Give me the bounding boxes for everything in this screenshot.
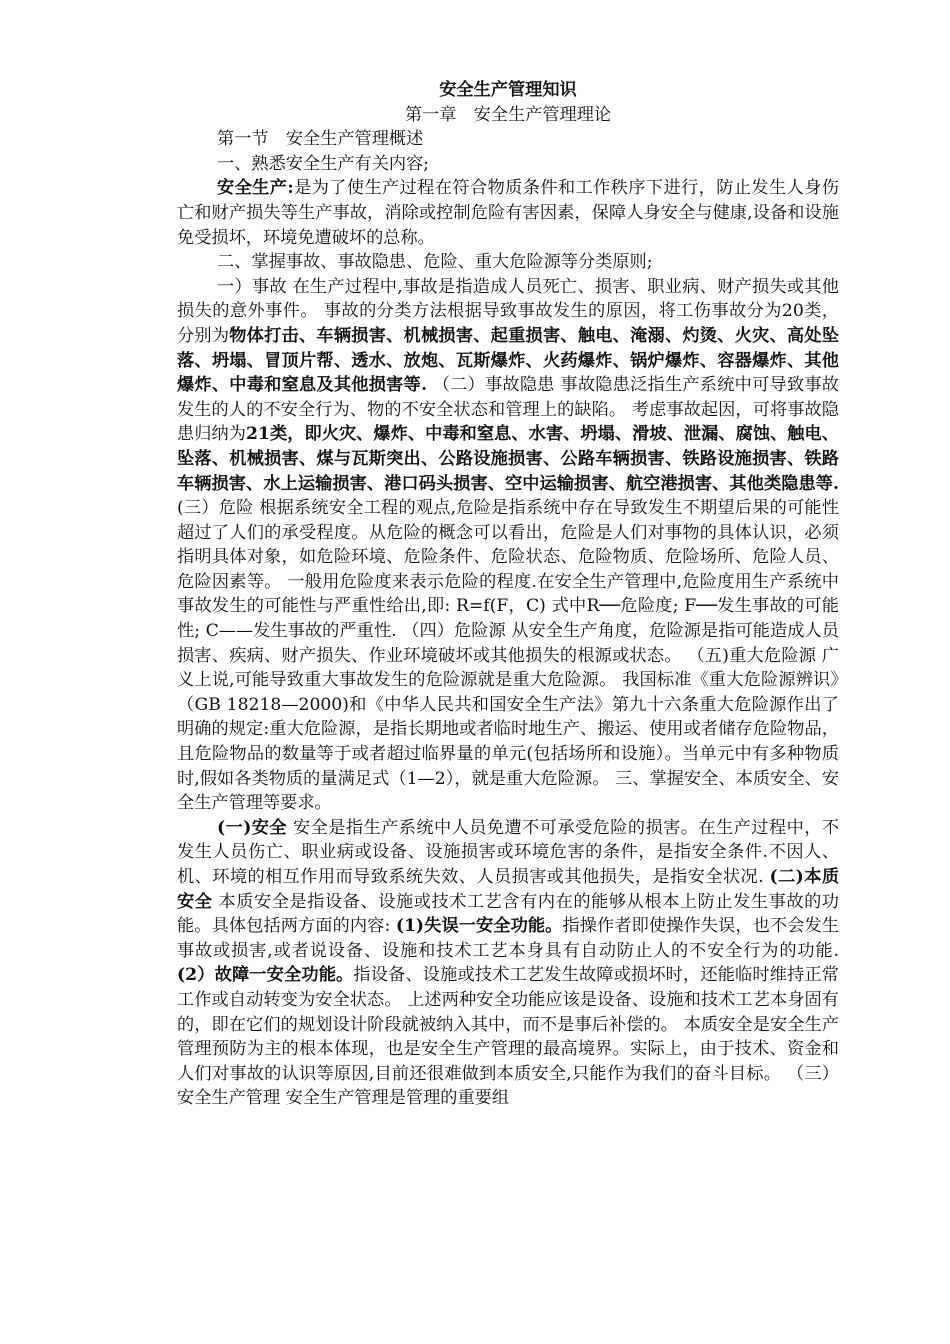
item-1-heading: 一、熟悉安全生产有关内容; <box>217 153 430 174</box>
text-run: 指设备、设施或技术工艺发生故障或损坏时，还能临时维持正常工作或自动转变为安全状态。 上述两种安全功能应该是设备、设施和技术工艺本身固有的，即在它们的规划设计阶段就被纳入其中，而不是事后补偿的。 本质安全是安全生产管理预防为主的根本体现，也是安全生产管理的最高境界。实际上，由于技术、资金和人们对事故的认识等原因,目前还很难做到本质安全,只能作为我们的奋斗目标。 （三）安全生产管理 安全生产管理是管理的重要组 <box>177 965 839 1109</box>
bold-text-run: (二)本质安全 <box>177 867 840 912</box>
text-run: （二）事故隐患 事故隐患泛指生产系统中可导致事故发生的人的不安全行为、物的不安全状态和管理上的缺陷。 考虑事故起因，可将事故隐患归纳为 <box>177 375 839 445</box>
document-title: 安全生产管理知识 <box>439 80 577 100</box>
text-run: 安全是指生产系统中人员免遭不可承受危险的损害。在生产过程中，不发生人员伤亡、职业病或设备、设施损害或环境危害的条件，是指安全条件.不因人、机、环境的相互作用而导致系统失效、人员损害或其他损失，是指安全状况. <box>177 817 840 887</box>
item-2-heading: 二、掌握事故、事故隐患、危险、重大危险源等分类原则; <box>217 252 653 273</box>
text-run: 一）事故 在生产过程中,事故是指造成人员死亡、损害、职业病、财产损失或其他损失的意外事件。 事故的分类方法根据导致事故发生的原因，将工伤事故分为20类，分别为 <box>177 276 839 346</box>
bold-text-run: 21类，即火灾、爆炸、中毒和窒息、水害、坍塌、滑坡、泄漏、腐蚀、触电、坠落、机械损害、煤与瓦斯突出、公路设施损害、公路车辆损害、铁路设施损害、铁路车辆损害、水上运输损害、港口码头损害、空中运输损害、航空港损害、其他类隐患等. <box>177 424 839 494</box>
text-run: 本质安全是指设备、设施或技术工艺含有内在的能够从根本上防止发生事故的功能。具体包括两方面的内容: <box>177 891 839 937</box>
text-run: (三）危险 根据系统安全工程的观点,危险是指系统中存在导致发生不期望后果的可能性超过了人们的承受程度。从危险的概念可以看出，危险是人们对事物的具体认识，必须指明具体对象，如危险环境、危险条件、危险状态、危险物质、危险场所、危险人员、危险因素等。 一般用危险度来表示危险的程度.在安全生产管理中,危险度用生产系统中事故发生的可能性与严重性给出,即: R=f(F，C) 式中R──危险度; F──发生事故的可能性; C——发生事故的严重性. （四）危险源 从安全生产角度，危险源是指可能造成人员损害、疾病、财产损失、作业环境破坏或其他损失的根源或状态。 （五)重大危险源 广义上说,可能导致重大事故发生的危险源就是重大危险源。 我国标准《重大危险源辨识》（GB 18218—2000)和《中华人民共和国安全生产法》第九十六条重大危险源作出了明确的规定:重大危险源，是指长期地或者临时地生产、搬运、使用或者储存危险物品，且危险物品的数量等于或者超过临界量的单元(包括场所和设施）。当单元中有多种物质时,假如各类物质的量满足式（1—2），就是重大危险源。 三、掌握安全、本质安全、安全生产管理等要求。 <box>177 498 839 814</box>
paragraph-safety-production <box>177 176 839 250</box>
bold-text-run: 安全生产: <box>217 178 294 199</box>
section-heading: 第一节 安全生产管理概述 <box>217 129 424 150</box>
chapter-heading: 第一章 安全生产管理理论 <box>404 104 612 125</box>
text-run: 指操作者即使操作失误，也不会发生事故或损害,或者说设备、设施和技术工艺本身具有自动防止人的不安全行为的功能. <box>177 916 839 961</box>
bold-text-run: (一)安全 <box>217 817 288 838</box>
paragraph-safety-definitions <box>177 816 839 1111</box>
bold-text-run: 物体打击、车辆损害、机械损害、起重损害、触电、淹溺、灼烫、火灾、高处坠落、坍塌、冒顶片帮、透水、放炮、瓦斯爆炸、火药爆炸、锅炉爆炸、容器爆炸、其他爆炸、中毒和窒息及其他损害等. <box>177 325 839 396</box>
document-page <box>177 78 839 1111</box>
text-run: 是为了使生产过程在符合物质条件和工作秩序下进行，防止发生人身伤亡和财产损失等生产事故，消除或控制危险有害因素，保障人身安全与健康,设备和设施免受损坏，环境免遭破坏的总称。 <box>177 178 839 248</box>
bold-text-run: (1)失误一安全功能。 <box>395 916 563 937</box>
paragraph-accident-classification <box>177 275 839 816</box>
bold-text-run: (2）故障一安全功能。 <box>177 965 354 986</box>
